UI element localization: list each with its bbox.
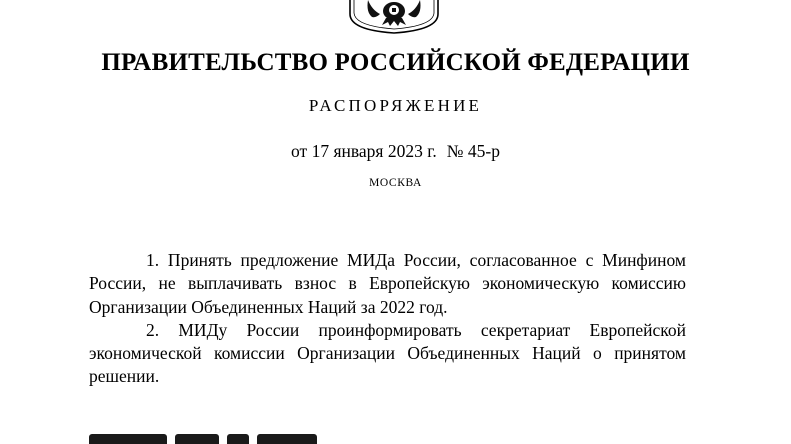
coat-of-arms-icon bbox=[346, 0, 442, 34]
issuer-title: ПРАВИТЕЛЬСТВО РОССИЙСКОЙ ФЕДЕРАЦИИ bbox=[101, 49, 690, 76]
issue-city: МОСКВА bbox=[369, 177, 422, 189]
paragraph-2: 2. МИДу России проинформировать секретариат Европейской экономической комиссии Организации Объединенных Наций о принятом решении. bbox=[89, 319, 686, 387]
document-type: РАСПОРЯЖЕНИЕ bbox=[308, 96, 483, 115]
document-date: от 17 января 2023 г. bbox=[291, 141, 437, 161]
document-body bbox=[89, 249, 686, 389]
date-line bbox=[0, 141, 791, 162]
document-number: № 45-р bbox=[446, 141, 500, 161]
cropped-signature-line bbox=[89, 434, 334, 444]
paragraph-1: 1. Принять предложение МИДа России, согласованное с Минфином России, не выплачивать взнос в Европейскую экономическую комиссию Организации Объединенных Наций за 2022 год. bbox=[89, 250, 686, 317]
